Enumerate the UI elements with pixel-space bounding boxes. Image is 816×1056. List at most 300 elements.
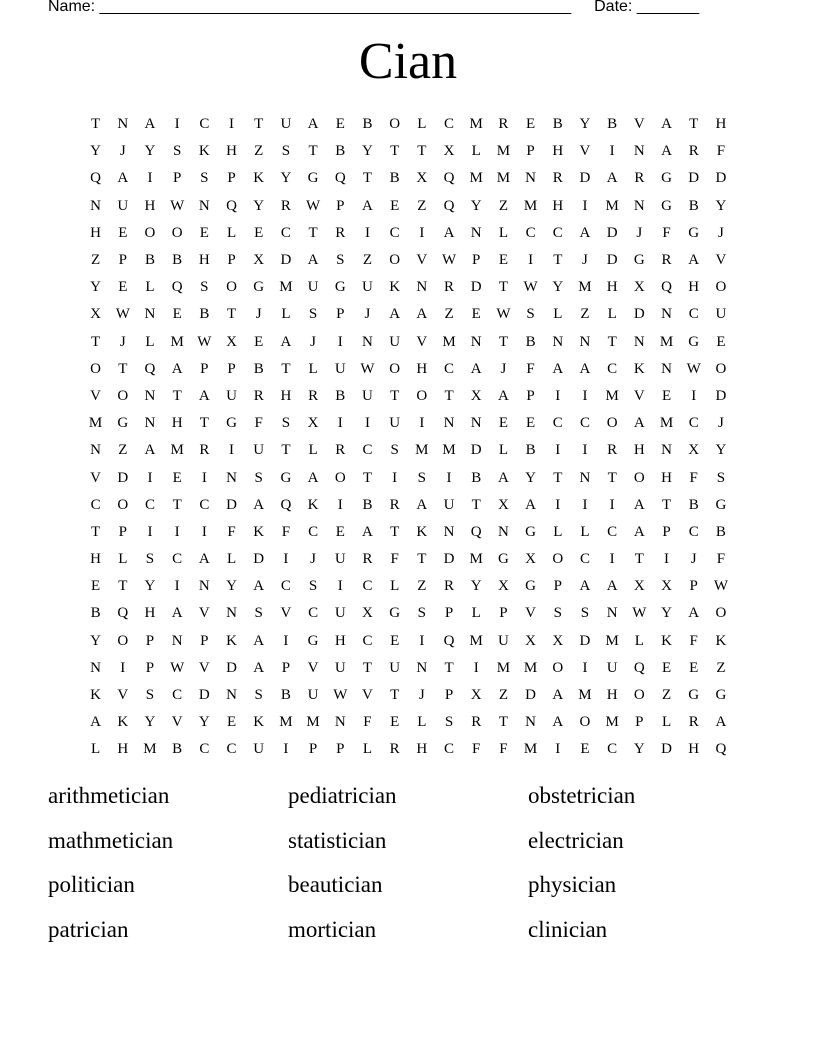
grid-letter: Q	[715, 741, 727, 758]
grid-letter: T	[390, 687, 400, 704]
grid-letter: S	[145, 687, 155, 704]
grid-letter: L	[498, 224, 508, 241]
grid-letter: K	[253, 170, 265, 187]
grid-letter: P	[118, 523, 127, 540]
grid-row	[82, 193, 735, 220]
grid-letter: D	[470, 442, 482, 459]
grid-letter: A	[253, 632, 265, 649]
grid-letter: L	[145, 279, 155, 296]
grid-letter: A	[117, 170, 129, 187]
grid-letter: S	[200, 170, 209, 187]
grid-row	[82, 356, 735, 383]
grid-letter: N	[90, 442, 102, 459]
grid-letter: N	[552, 333, 564, 350]
grid-letter: K	[253, 714, 265, 731]
grid-letter: U	[497, 632, 509, 649]
grid-letter: G	[307, 170, 319, 187]
grid-letter: Q	[90, 170, 102, 187]
grid-letter: O	[117, 496, 129, 513]
word-list-item: physician	[528, 872, 617, 897]
grid-letter: E	[471, 306, 481, 323]
grid-letter: M	[442, 442, 456, 459]
grid-letter: E	[526, 415, 536, 432]
grid-letter: W	[496, 306, 511, 323]
grid-letter: V	[90, 469, 102, 486]
grid-letter: E	[390, 632, 400, 649]
grid-letter: K	[90, 687, 102, 704]
grid-letter: R	[335, 224, 346, 241]
grid-letter: T	[91, 116, 101, 133]
grid-letter: M	[605, 714, 619, 731]
grid-letter: A	[497, 469, 509, 486]
grid-letter: Q	[171, 279, 183, 296]
grid-letter: D	[606, 224, 618, 241]
grid-letter: Q	[443, 632, 455, 649]
grid-letter: O	[715, 360, 727, 377]
grid-letter: C	[172, 551, 183, 568]
grid-letter: N	[661, 442, 672, 459]
grid-letter: J	[717, 415, 724, 432]
grid-letter: F	[716, 143, 726, 160]
grid-letter: I	[555, 387, 561, 404]
name-field[interactable]: _____________________________________________________	[99, 0, 572, 15]
grid-letter: G	[253, 279, 265, 296]
word-list-item: beautician	[288, 872, 383, 897]
grid-row	[82, 464, 735, 491]
grid-letter: C	[362, 632, 373, 649]
grid-row	[82, 247, 735, 274]
grid-letter: K	[416, 523, 428, 540]
grid-letter: G	[525, 578, 537, 595]
grid-letter: A	[497, 387, 509, 404]
grid-letter: B	[525, 442, 536, 459]
grid-letter: H	[552, 143, 564, 160]
grid-letter: C	[308, 605, 319, 622]
grid-letter: P	[689, 578, 698, 595]
grid-letter: X	[497, 496, 509, 513]
grid-letter: T	[553, 469, 563, 486]
grid-letter: U	[606, 659, 618, 676]
grid-letter: G	[688, 224, 700, 241]
grid-letter: A	[307, 116, 319, 133]
grid-letter: C	[199, 116, 210, 133]
grid-letter: E	[254, 224, 264, 241]
grid-letter: T	[498, 714, 508, 731]
grid-letter: Q	[443, 197, 455, 214]
grid-letter: W	[632, 605, 647, 622]
grid-letter: T	[254, 116, 264, 133]
grid-letter: T	[417, 551, 427, 568]
grid-letter: J	[255, 306, 262, 323]
grid-letter: A	[253, 659, 265, 676]
grid-letter: C	[607, 741, 618, 758]
grid-letter: V	[171, 714, 183, 731]
grid-letter: N	[144, 387, 156, 404]
grid-letter: A	[579, 360, 591, 377]
grid-letter: E	[498, 252, 508, 269]
word-list-item: statistician	[288, 827, 387, 853]
grid-row	[82, 410, 735, 437]
grid-row	[82, 628, 735, 655]
grid-letter: R	[335, 442, 346, 459]
grid-letter: G	[389, 605, 401, 622]
grid-letter: A	[661, 143, 672, 160]
grid-letter: D	[688, 170, 700, 187]
grid-letter: T	[390, 143, 400, 160]
grid-letter: P	[227, 252, 236, 269]
grid-letter: P	[472, 252, 481, 269]
grid-letter: Y	[198, 714, 210, 731]
grid-letter: T	[226, 306, 237, 323]
grid-row	[82, 383, 735, 410]
word-list-item: politician	[48, 872, 135, 897]
grid-letter: T	[362, 659, 373, 676]
grid-letter: F	[689, 469, 698, 486]
grid-letter: Q	[280, 496, 292, 513]
grid-letter: N	[606, 605, 618, 622]
grid-letter: E	[335, 116, 345, 133]
grid-letter: N	[117, 116, 129, 133]
grid-letter: P	[526, 387, 535, 404]
grid-letter: V	[633, 387, 645, 404]
grid-letter: U	[253, 741, 265, 758]
grid-letter: I	[147, 523, 153, 540]
grid-letter: T	[172, 496, 182, 513]
grid-letter: W	[170, 197, 185, 214]
grid-letter: N	[144, 415, 156, 432]
grid-letter: S	[254, 469, 263, 486]
grid-letter: I	[582, 197, 588, 214]
grid-letter: S	[254, 687, 263, 704]
grid-letter: C	[362, 578, 373, 595]
grid-letter: V	[633, 116, 645, 133]
grid-letter: B	[362, 496, 373, 513]
grid-letter: B	[90, 605, 101, 622]
grid-letter: G	[307, 632, 319, 649]
grid-letter: N	[661, 360, 672, 377]
grid-letter: F	[662, 224, 671, 241]
grid-letter: N	[416, 279, 428, 296]
grid-letter: U	[389, 333, 401, 350]
grid-letter: Y	[552, 279, 564, 296]
grid-letter: L	[362, 741, 373, 758]
grid-letter: U	[334, 360, 346, 377]
grid-letter: Y	[525, 469, 537, 486]
grid-letter: B	[552, 116, 563, 133]
grid-letter: G	[525, 523, 537, 540]
grid-row	[82, 492, 735, 519]
grid-letter: W	[170, 659, 185, 676]
grid-letter: I	[555, 741, 561, 758]
grid-row	[82, 111, 735, 138]
grid-letter: H	[606, 687, 618, 704]
grid-letter: R	[253, 387, 264, 404]
grid-letter: B	[172, 741, 183, 758]
grid-letter: F	[363, 714, 372, 731]
grid-letter: T	[362, 469, 373, 486]
grid-letter: I	[120, 659, 126, 676]
grid-letter: A	[579, 578, 591, 595]
grid-letter: M	[469, 116, 483, 133]
grid-letter: P	[553, 578, 562, 595]
grid-letter: I	[555, 496, 561, 513]
grid-letter: V	[307, 659, 319, 676]
grid-letter: I	[528, 252, 534, 269]
grid-letter: T	[553, 252, 563, 269]
grid-letter: F	[526, 360, 535, 377]
grid-letter: Y	[470, 197, 482, 214]
grid-letter: F	[390, 551, 399, 568]
grid-letter: M	[605, 632, 619, 649]
grid-letter: C	[444, 116, 455, 133]
grid-letter: S	[336, 252, 345, 269]
grid-letter: U	[362, 387, 373, 404]
grid-letter: I	[582, 387, 588, 404]
grid-letter: I	[446, 469, 452, 486]
grid-row	[82, 600, 735, 627]
grid-row	[82, 546, 735, 573]
grid-letter: G	[715, 687, 727, 704]
grid-letter: N	[334, 714, 346, 731]
grid-letter: A	[443, 224, 455, 241]
grid-letter: M	[442, 333, 456, 350]
grid-letter: C	[90, 496, 101, 513]
grid-letter: C	[144, 496, 155, 513]
grid-letter: H	[715, 116, 727, 133]
grid-letter: P	[444, 605, 454, 622]
grid-letter: Y	[715, 442, 727, 459]
grid-letter: A	[362, 197, 373, 214]
grid-letter: Q	[633, 659, 645, 676]
grid-letter: X	[525, 632, 537, 649]
grid-letter: A	[552, 360, 564, 377]
grid-letter: C	[226, 741, 237, 758]
grid-letter: Q	[470, 523, 482, 540]
grid-letter: N	[198, 578, 210, 595]
grid-letter: N	[525, 170, 537, 187]
grid-letter: J	[636, 224, 643, 241]
grid-letter: N	[579, 333, 591, 350]
grid-letter: H	[416, 741, 428, 758]
grid-letter: P	[336, 741, 345, 758]
grid-letter: Q	[443, 170, 455, 187]
grid-row	[82, 736, 735, 763]
grid-letter: E	[661, 659, 672, 676]
word-list-item: electrician	[528, 827, 624, 853]
grid-letter: G	[688, 333, 700, 350]
grid-letter: S	[417, 605, 427, 622]
grid-letter: M	[415, 442, 429, 459]
grid-letter: F	[472, 741, 481, 758]
grid-letter: B	[362, 116, 373, 133]
word-list-item: pediatrician	[288, 783, 397, 808]
grid-letter: W	[686, 360, 701, 377]
grid-letter: N	[362, 333, 373, 350]
grid-letter: D	[661, 741, 672, 758]
grid-letter: P	[336, 197, 345, 214]
grid-letter: W	[115, 306, 130, 323]
grid-letter: V	[715, 252, 727, 269]
grid-row	[82, 519, 735, 546]
grid-letter: A	[715, 714, 727, 731]
grid-letter: A	[253, 578, 265, 595]
grid-letter: I	[582, 659, 588, 676]
grid-letter: I	[364, 415, 370, 432]
grid-letter: K	[715, 632, 727, 649]
grid-letter: O	[416, 387, 428, 404]
grid-letter: J	[310, 551, 317, 568]
grid-letter: C	[579, 551, 590, 568]
grid-letter: A	[633, 415, 645, 432]
grid-letter: A	[552, 687, 564, 704]
grid-letter: N	[198, 197, 210, 214]
grid-letter: D	[443, 551, 455, 568]
grid-letter: H	[117, 741, 129, 758]
grid-letter: L	[226, 224, 237, 241]
grid-letter: A	[416, 306, 428, 323]
grid-letter: H	[633, 442, 645, 459]
grid-letter: K	[117, 714, 129, 731]
grid-letter: C	[172, 687, 183, 704]
grid-letter: M	[659, 333, 674, 350]
grid-letter: Y	[579, 116, 591, 133]
grid-letter: Y	[280, 170, 292, 187]
grid-letter: A	[171, 360, 183, 377]
grid-letter: R	[661, 252, 672, 269]
grid-letter: A	[688, 252, 700, 269]
grid-letter: H	[144, 197, 156, 214]
word-list-item: mathmetician	[48, 827, 174, 853]
grid-letter: M	[659, 415, 674, 432]
grid-letter: J	[418, 687, 425, 704]
grid-letter: L	[281, 306, 291, 323]
grid-letter: K	[226, 632, 237, 649]
grid-row	[82, 274, 735, 301]
grid-letter: L	[553, 306, 563, 323]
grid-letter: N	[497, 523, 509, 540]
grid-letter: I	[582, 442, 588, 459]
grid-letter: K	[307, 496, 319, 513]
grid-letter: J	[119, 143, 126, 160]
grid-letter: M	[469, 170, 483, 187]
grid-letter: P	[308, 741, 318, 758]
grid-letter: I	[283, 632, 289, 649]
grid-letter: F	[689, 632, 698, 649]
grid-letter: J	[717, 224, 724, 241]
grid-letter: L	[308, 442, 318, 459]
grid-letter: P	[227, 170, 236, 187]
grid-letter: G	[334, 279, 346, 296]
grid-letter: E	[118, 279, 128, 296]
grid-letter: N	[226, 687, 237, 704]
grid-letter: W	[197, 333, 212, 350]
grid-letter: M	[496, 659, 511, 676]
grid-letter: Z	[580, 306, 590, 323]
grid-letter: P	[444, 687, 454, 704]
grid-letter: M	[170, 333, 184, 350]
grid-letter: E	[118, 224, 128, 241]
grid-letter: T	[607, 333, 617, 350]
grid-letter: J	[310, 333, 317, 350]
grid-letter: I	[229, 442, 235, 459]
grid-letter: E	[254, 333, 264, 350]
grid-letter: F	[281, 523, 291, 540]
grid-letter: U	[226, 387, 237, 404]
grid-letter: B	[280, 687, 291, 704]
grid-letter: T	[281, 442, 291, 459]
grid-letter: A	[606, 170, 618, 187]
grid-letter: A	[171, 605, 183, 622]
grid-letter: S	[716, 469, 726, 486]
grid-letter: X	[307, 415, 319, 432]
grid-letter: L	[471, 143, 481, 160]
grid-letter: Y	[661, 605, 672, 622]
grid-letter: L	[634, 632, 644, 649]
grid-letter: L	[661, 714, 672, 731]
grid-letter: V	[525, 605, 537, 622]
grid-letter: V	[416, 333, 428, 350]
grid-letter: B	[525, 333, 536, 350]
grid-letter: Y	[144, 578, 156, 595]
grid-letter: B	[199, 306, 210, 323]
grid-letter: N	[443, 523, 455, 540]
grid-letter: A	[90, 714, 102, 731]
grid-letter: Z	[444, 306, 454, 323]
grid-letter: B	[144, 252, 155, 269]
grid-letter: R	[607, 442, 618, 459]
grid-letter: S	[308, 578, 318, 595]
grid-letter: V	[90, 387, 102, 404]
grid-letter: N	[470, 333, 482, 350]
grid-letter: H	[144, 605, 156, 622]
word-list-item: obstetrician	[528, 783, 636, 808]
grid-letter: T	[281, 360, 291, 377]
grid-letter: B	[389, 170, 400, 187]
grid-letter: R	[389, 741, 400, 758]
grid-letter: R	[389, 496, 400, 513]
grid-letter: D	[226, 659, 237, 676]
grid-letter: A	[307, 252, 319, 269]
grid-letter: I	[174, 578, 180, 595]
grid-letter: A	[416, 496, 428, 513]
grid-letter: L	[145, 333, 155, 350]
grid-letter: C	[280, 224, 291, 241]
grid-letter: E	[91, 578, 101, 595]
grid-letter: I	[609, 143, 615, 160]
grid-letter: G	[226, 415, 237, 432]
grid-letter: H	[334, 632, 346, 649]
grid-letter: T	[634, 551, 644, 568]
grid-letter: A	[579, 224, 591, 241]
grid-letter: E	[390, 714, 400, 731]
grid-letter: I	[473, 659, 479, 676]
grid-letter: M	[496, 143, 511, 160]
grid-letter: A	[307, 469, 319, 486]
grid-letter: L	[607, 306, 617, 323]
date-label: Date:	[594, 0, 633, 15]
grid-letter: Y	[253, 197, 265, 214]
grid-letter: I	[419, 632, 425, 649]
grid-letter: A	[633, 496, 645, 513]
grid-row	[82, 165, 735, 192]
grid-letter: A	[389, 306, 401, 323]
date-field[interactable]: _______	[636, 0, 700, 15]
grid-letter: C	[525, 224, 536, 241]
grid-letter: I	[419, 224, 425, 241]
grid-letter: N	[416, 659, 428, 676]
grid-letter: H	[90, 224, 102, 241]
grid-letter: B	[471, 469, 482, 486]
